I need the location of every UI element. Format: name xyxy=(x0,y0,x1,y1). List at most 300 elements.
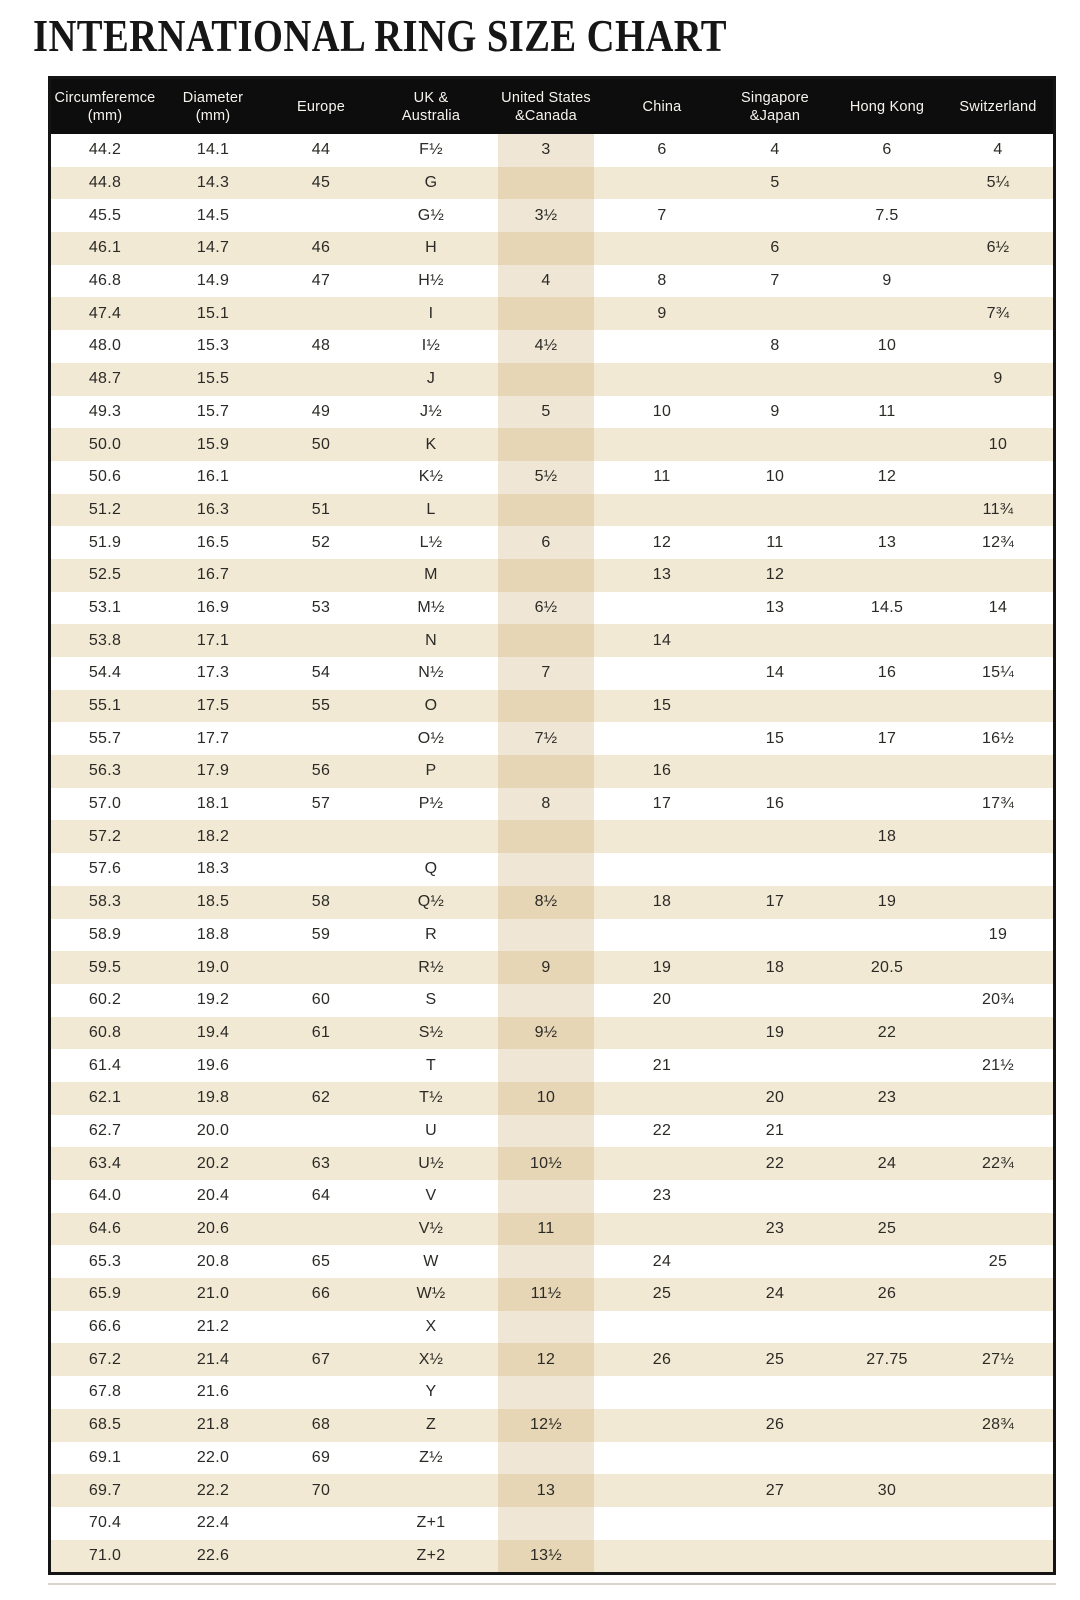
table-cell xyxy=(831,984,943,1017)
table-cell: 9 xyxy=(657,304,667,322)
table-cell: 8 xyxy=(770,337,780,355)
table-cell: 6 xyxy=(487,526,605,559)
table-cell: 55.1 xyxy=(88,697,122,715)
column-header-china xyxy=(605,79,719,134)
table-cell xyxy=(605,1311,719,1344)
table-cell: 9½ xyxy=(487,1017,605,1050)
table-cell xyxy=(605,428,719,461)
table-cell: Q xyxy=(424,860,438,878)
table-cell: 12¾ xyxy=(981,533,1015,551)
table-row xyxy=(51,1507,1053,1540)
table-cell: 68.5 xyxy=(88,1416,122,1434)
table-cell xyxy=(487,1376,605,1409)
table-cell: M xyxy=(424,566,438,584)
table-cell xyxy=(487,1115,605,1148)
table-cell xyxy=(831,363,943,396)
table-cell xyxy=(831,167,943,200)
table-row xyxy=(51,1180,1053,1213)
table-cell: R xyxy=(425,925,437,943)
table-cell xyxy=(943,1017,1053,1050)
column-header-line: United States xyxy=(501,89,591,106)
table-cell xyxy=(487,1442,605,1475)
table-cell: 27 xyxy=(765,1481,785,1499)
table-row xyxy=(51,199,1053,232)
table-row xyxy=(51,1409,1053,1442)
table-row xyxy=(51,919,1053,952)
table-cell: 57 xyxy=(311,795,331,813)
column-header-us-canada xyxy=(487,79,605,134)
table-row xyxy=(51,265,1053,298)
table-cell: 4½ xyxy=(487,330,605,363)
table-row xyxy=(51,1278,1053,1311)
table-cell: 47 xyxy=(311,272,331,290)
table-row xyxy=(51,1245,1053,1278)
table-cell xyxy=(831,1540,943,1573)
table-cell: 50 xyxy=(311,435,331,453)
table-cell: 67 xyxy=(311,1350,331,1368)
table-cell xyxy=(267,363,375,396)
table-cell: 48 xyxy=(311,337,331,355)
table-cell: W xyxy=(423,1252,439,1270)
table-cell xyxy=(831,1507,943,1540)
table-cell: K½ xyxy=(418,468,444,486)
table-cell xyxy=(267,1376,375,1409)
column-header-line: &Canada xyxy=(515,107,577,124)
table-cell: 10 xyxy=(487,1082,605,1115)
table-cell: R½ xyxy=(418,958,444,976)
table-cell xyxy=(487,919,605,952)
table-row xyxy=(51,330,1053,363)
table-cell: 57.0 xyxy=(88,795,122,813)
table-cell: Z+2 xyxy=(416,1546,446,1564)
table-cell: 22.6 xyxy=(196,1546,230,1564)
table-row xyxy=(51,657,1053,690)
table-cell: 22 xyxy=(652,1121,672,1139)
table-cell: 20.8 xyxy=(196,1252,230,1270)
table-cell: P½ xyxy=(418,795,444,813)
table-cell: 5¼ xyxy=(986,174,1010,192)
table-row xyxy=(51,134,1053,167)
table-cell xyxy=(605,1017,719,1050)
table-cell xyxy=(487,232,605,265)
table-cell: 62.7 xyxy=(88,1121,122,1139)
table-row xyxy=(51,396,1053,429)
table-row xyxy=(51,526,1053,559)
table-cell xyxy=(831,494,943,527)
table-row xyxy=(51,1017,1053,1050)
table-cell: 64 xyxy=(311,1187,331,1205)
table-row xyxy=(51,1115,1053,1148)
table-cell: 18 xyxy=(652,893,672,911)
table-cell: 11 xyxy=(766,533,784,551)
table-cell: 28¾ xyxy=(981,1416,1015,1434)
table-cell: 13 xyxy=(487,1474,605,1507)
table-cell: 11 xyxy=(653,468,671,486)
table-cell: 22 xyxy=(877,1023,897,1041)
table-cell xyxy=(719,690,831,723)
table-row xyxy=(51,1376,1053,1409)
table-cell xyxy=(605,1442,719,1475)
table-cell: 12 xyxy=(487,1343,605,1376)
table-cell: 24 xyxy=(765,1285,785,1303)
table-cell: 5 xyxy=(770,174,780,192)
table-cell: 15¼ xyxy=(981,664,1015,682)
page-title: INTERNATIONAL RING SIZE CHART xyxy=(33,10,727,61)
table-cell: 25 xyxy=(877,1220,897,1238)
table-cell xyxy=(943,1213,1053,1246)
table-cell: 26 xyxy=(765,1416,785,1434)
table-cell xyxy=(943,199,1053,232)
table-cell: 58.3 xyxy=(88,893,122,911)
table-cell: 7 xyxy=(487,657,605,690)
table-cell: 27.75 xyxy=(866,1350,908,1368)
column-header-circumference xyxy=(51,79,159,134)
table-cell xyxy=(375,820,487,853)
table-cell: Z xyxy=(425,1416,437,1434)
table-cell: 19.8 xyxy=(196,1089,230,1107)
table-cell: 50.6 xyxy=(88,468,122,486)
table-cell xyxy=(267,559,375,592)
table-cell xyxy=(831,297,943,330)
table-cell: 17 xyxy=(652,795,672,813)
table-cell: 67.8 xyxy=(88,1383,122,1401)
table-row xyxy=(51,167,1053,200)
table-cell: 54.4 xyxy=(88,664,122,682)
table-cell: 11 xyxy=(878,402,896,420)
table-cell: 21.0 xyxy=(196,1285,230,1303)
table-cell: 20.0 xyxy=(196,1121,230,1139)
table-cell xyxy=(267,461,375,494)
table-cell: K xyxy=(425,435,437,453)
table-cell: 25 xyxy=(988,1252,1008,1270)
table-cell: 12½ xyxy=(487,1409,605,1442)
table-cell: 20.2 xyxy=(196,1154,230,1172)
table-cell xyxy=(943,1278,1053,1311)
table-cell: 65 xyxy=(311,1252,331,1270)
table-cell: 6 xyxy=(882,141,892,159)
table-cell xyxy=(605,657,719,690)
table-cell: O½ xyxy=(417,729,445,747)
table-cell: U½ xyxy=(418,1154,444,1172)
table-cell: 10 xyxy=(877,337,897,355)
table-cell: 54 xyxy=(311,664,331,682)
table-cell: H½ xyxy=(418,272,444,290)
table-cell: 44 xyxy=(311,141,331,159)
table-cell: 57.2 xyxy=(88,827,122,845)
table-cell xyxy=(831,1376,943,1409)
table-cell: 11¾ xyxy=(982,500,1014,518)
table-cell: 17.7 xyxy=(196,729,230,747)
table-cell: 27½ xyxy=(981,1350,1015,1368)
table-cell xyxy=(719,1507,831,1540)
table-row xyxy=(51,494,1053,527)
column-header-line: (mm) xyxy=(87,107,123,124)
table-cell xyxy=(719,1311,831,1344)
table-cell: V½ xyxy=(418,1220,444,1238)
table-cell xyxy=(719,984,831,1017)
table-cell xyxy=(831,919,943,952)
table-cell xyxy=(605,722,719,755)
table-cell: 24 xyxy=(652,1252,672,1270)
table-cell xyxy=(719,755,831,788)
table-cell: 66 xyxy=(311,1285,331,1303)
table-cell: 46 xyxy=(311,239,331,257)
table-cell: 69 xyxy=(311,1448,331,1466)
table-cell xyxy=(943,886,1053,919)
table-cell: 12 xyxy=(765,566,785,584)
table-cell: 25 xyxy=(652,1285,672,1303)
table-cell: X xyxy=(425,1318,437,1336)
column-header-hong-kong xyxy=(831,79,943,134)
table-cell xyxy=(943,820,1053,853)
table-cell xyxy=(831,232,943,265)
table-cell xyxy=(605,919,719,952)
table-cell: 21.8 xyxy=(196,1416,230,1434)
table-cell xyxy=(487,363,605,396)
table-cell: 61 xyxy=(311,1023,331,1041)
column-header-line: Diameter xyxy=(182,89,244,106)
table-cell xyxy=(831,1442,943,1475)
table-cell: O xyxy=(424,697,438,715)
table-cell: L½ xyxy=(419,533,443,551)
table-cell: 15.5 xyxy=(196,370,230,388)
table-cell: 51.2 xyxy=(88,500,122,518)
table-body xyxy=(51,134,1053,1572)
column-header-line: Circumferemce xyxy=(54,89,156,106)
table-cell: 13 xyxy=(877,533,897,551)
table-cell: X½ xyxy=(418,1350,444,1368)
table-cell: 63.4 xyxy=(88,1154,122,1172)
table-cell xyxy=(487,984,605,1017)
table-cell: 48.7 xyxy=(88,370,122,388)
table-cell: 19 xyxy=(877,893,897,911)
table-cell xyxy=(605,1082,719,1115)
table-cell xyxy=(605,1147,719,1180)
table-cell xyxy=(719,919,831,952)
table-cell xyxy=(267,1540,375,1573)
table-cell xyxy=(487,494,605,527)
table-cell: 44.8 xyxy=(88,174,122,192)
table-cell xyxy=(719,1442,831,1475)
table-cell xyxy=(487,690,605,723)
table-cell: 5½ xyxy=(487,461,605,494)
table-cell xyxy=(487,1507,605,1540)
table-cell: 62.1 xyxy=(88,1089,122,1107)
table-cell: 20.5 xyxy=(870,958,904,976)
table-row xyxy=(51,1082,1053,1115)
table-row xyxy=(51,951,1053,984)
table-cell: 70.4 xyxy=(88,1514,122,1532)
table-cell xyxy=(267,853,375,886)
table-cell xyxy=(943,755,1053,788)
column-header-line: Switzerland xyxy=(959,98,1037,115)
table-cell: H xyxy=(425,239,437,257)
table-cell: 22.0 xyxy=(196,1448,230,1466)
table-cell: 17 xyxy=(765,893,785,911)
table-cell: 21.2 xyxy=(196,1318,230,1336)
table-cell: 14.5 xyxy=(196,206,230,224)
table-cell: 55.7 xyxy=(88,729,122,747)
table-cell xyxy=(719,494,831,527)
table-cell: 46.8 xyxy=(88,272,122,290)
table-cell xyxy=(487,853,605,886)
table-cell xyxy=(487,559,605,592)
table-cell xyxy=(375,1474,487,1507)
table-cell: 17 xyxy=(877,729,897,747)
table-cell: F½ xyxy=(419,141,443,159)
table-cell: U xyxy=(425,1121,437,1139)
table-cell xyxy=(943,624,1053,657)
table-cell xyxy=(267,951,375,984)
table-cell xyxy=(605,820,719,853)
table-cell: 67.2 xyxy=(88,1350,122,1368)
table-cell: 69.1 xyxy=(88,1448,122,1466)
table-cell xyxy=(831,428,943,461)
table-cell xyxy=(487,820,605,853)
table-cell: 56 xyxy=(311,762,331,780)
table-cell: 15.7 xyxy=(196,402,230,420)
table-cell: 14.7 xyxy=(196,239,230,257)
table-cell: T½ xyxy=(419,1089,443,1107)
table-cell: 21½ xyxy=(981,1056,1015,1074)
table-cell: 25 xyxy=(765,1350,785,1368)
table-cell: 60 xyxy=(311,991,331,1009)
table-header-row xyxy=(51,79,1053,134)
table-cell: 62 xyxy=(311,1089,331,1107)
table-cell: 70 xyxy=(311,1481,331,1499)
table-cell xyxy=(943,559,1053,592)
table-cell: 18.2 xyxy=(196,827,230,845)
table-cell: 16.9 xyxy=(196,598,230,616)
table-cell: 23 xyxy=(765,1220,785,1238)
table-cell: 49 xyxy=(311,402,331,420)
table-cell xyxy=(831,624,943,657)
table-cell: 19.0 xyxy=(196,958,230,976)
table-cell xyxy=(719,1180,831,1213)
table-cell: Y xyxy=(425,1383,437,1401)
table-cell: 59.5 xyxy=(88,958,122,976)
table-cell: 17.9 xyxy=(196,762,230,780)
table-cell xyxy=(831,1409,943,1442)
table-cell: 14.1 xyxy=(196,141,230,159)
table-cell: G½ xyxy=(417,206,445,224)
table-cell: 15.3 xyxy=(196,337,230,355)
table-cell xyxy=(719,624,831,657)
table-cell: 7 xyxy=(770,272,780,290)
ring-size-table xyxy=(48,76,1056,1575)
table-cell: 11 xyxy=(487,1213,605,1246)
table-row xyxy=(51,853,1053,886)
table-cell: V xyxy=(425,1187,437,1205)
table-cell: 19.2 xyxy=(196,991,230,1009)
table-cell xyxy=(267,1213,375,1246)
table-cell: 46.1 xyxy=(88,239,122,257)
table-cell xyxy=(943,396,1053,429)
table-cell: 19.4 xyxy=(196,1023,230,1041)
table-cell: 10 xyxy=(765,468,785,486)
table-cell: 61.4 xyxy=(88,1056,122,1074)
column-header-line: &Japan xyxy=(749,107,801,124)
table-cell: 48.0 xyxy=(88,337,122,355)
table-cell: 13 xyxy=(765,598,785,616)
table-row xyxy=(51,690,1053,723)
column-header-line: Europe xyxy=(297,98,345,115)
column-header-switzerland xyxy=(943,79,1053,134)
table-cell: 22.4 xyxy=(196,1514,230,1532)
table-cell xyxy=(605,1376,719,1409)
table-cell xyxy=(943,461,1053,494)
column-header-singapore-japan xyxy=(719,79,831,134)
table-cell: S xyxy=(425,991,437,1009)
table-cell: 16.3 xyxy=(196,500,230,518)
table-cell xyxy=(719,1540,831,1573)
table-cell: T xyxy=(425,1056,437,1074)
table-cell xyxy=(719,1376,831,1409)
table-cell: I½ xyxy=(421,337,441,355)
column-header-uk-australia xyxy=(375,79,487,134)
table-row xyxy=(51,788,1053,821)
table-cell: J½ xyxy=(420,402,442,420)
table-cell: 16 xyxy=(652,762,672,780)
table-cell: 7½ xyxy=(487,722,605,755)
table-cell xyxy=(487,167,605,200)
table-cell xyxy=(943,265,1053,298)
table-row xyxy=(51,1213,1053,1246)
table-cell: 15.1 xyxy=(196,304,230,322)
table-cell: 18.1 xyxy=(196,795,230,813)
table-cell: 4 xyxy=(487,265,605,298)
table-cell: 51.9 xyxy=(88,533,122,551)
table-cell: 21 xyxy=(652,1056,672,1074)
table-cell: 18 xyxy=(765,958,785,976)
table-cell: 64.0 xyxy=(88,1187,122,1205)
table-cell: 16½ xyxy=(981,729,1015,747)
table-cell: 7.5 xyxy=(875,206,899,224)
table-cell xyxy=(719,199,831,232)
table-cell: 55 xyxy=(311,697,331,715)
table-cell: 14 xyxy=(652,631,672,649)
table-cell: 12 xyxy=(877,468,897,486)
table-cell xyxy=(267,722,375,755)
table-cell xyxy=(719,363,831,396)
table-cell: 66.6 xyxy=(88,1318,122,1336)
table-cell: 65.9 xyxy=(88,1285,122,1303)
table-cell: I xyxy=(428,304,434,322)
table-cell: 58 xyxy=(311,893,331,911)
column-header-diameter xyxy=(159,79,267,134)
table-cell: 53 xyxy=(311,598,331,616)
table-cell: G xyxy=(424,174,438,192)
table-cell: 9 xyxy=(487,951,605,984)
table-cell xyxy=(605,1474,719,1507)
table-cell: S½ xyxy=(418,1023,444,1041)
table-cell xyxy=(719,1245,831,1278)
table-cell: 53.1 xyxy=(88,598,122,616)
table-cell xyxy=(487,624,605,657)
table-cell xyxy=(943,1474,1053,1507)
table-row xyxy=(51,755,1053,788)
table-cell: 13½ xyxy=(487,1540,605,1573)
table-cell: 6 xyxy=(657,141,667,159)
table-cell: M½ xyxy=(417,598,445,616)
table-cell: 9 xyxy=(882,272,892,290)
table-cell: 3½ xyxy=(487,199,605,232)
table-row xyxy=(51,297,1053,330)
table-cell xyxy=(487,1180,605,1213)
table-cell: 20 xyxy=(652,991,672,1009)
table-cell: 16.1 xyxy=(196,468,230,486)
table-cell xyxy=(831,1245,943,1278)
